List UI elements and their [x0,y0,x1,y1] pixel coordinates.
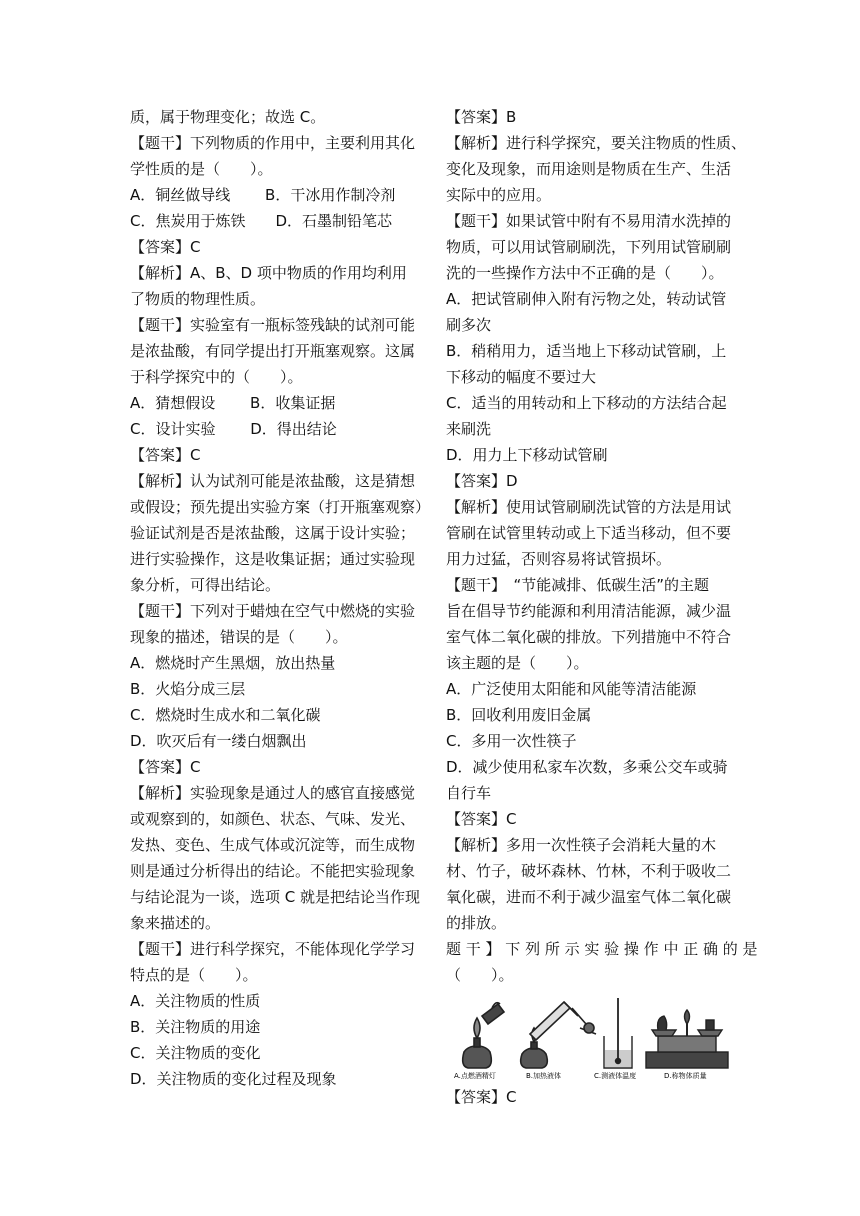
analysis-line: 【解析】进行科学探究，要关注物质的性质、 [446,134,747,152]
text-line: 变化及现象，而用途则是物质在生产、生活 [446,160,732,178]
answer-line: 【答案】B [446,108,517,126]
text-line: 刷多次 [446,316,492,334]
option-line: D．关注物质的变化过程及现象 [130,1070,337,1088]
answer-line: 【答案】D [446,472,518,490]
question-stem: 【题干】下列物质的作用中，主要利用其化 [130,134,416,152]
answer-line: 【答案】C [446,810,517,828]
caption-a: A.点燃酒精灯 [454,1072,496,1080]
text-line: 特点的是（ ）。 [130,966,258,984]
text-line: 象来描述的。 [130,914,221,932]
text-line: 旨在倡导节约能源和利用清洁能源，减少温 [446,602,732,620]
question-stem: 【题干】实验室有一瓶标签残缺的试剂可能 [130,316,416,334]
analysis-line: 【解析】多用一次性筷子会消耗大量的木 [446,836,717,854]
text-line: 验证试剂是否是浓盐酸，这属于设计实验； [130,524,416,542]
analysis-line: 【解析】使用试管刷刷洗试管的方法是用试 [446,498,732,516]
text-line: 了物质的物理性质。 [130,290,266,308]
text-line: 进行实验操作，这是收集证据；通过实验现 [130,550,416,568]
option-line: A．把试管刷伸入附有污物之处，转动试管 [446,290,727,308]
heating-liquid-icon [521,1002,596,1068]
answer-line: 【答案】C [130,238,201,256]
caption-b: B.加热液体 [526,1072,562,1080]
text-line: 或假设；预先提出实验方案（打开瓶塞观察） [130,498,431,516]
analysis-line: 【解析】认为试剂可能是浓盐酸，这是猜想 [130,472,416,490]
question-stem: 题 干 】 下 列 所 示 实 验 操 作 中 正 确 的 是 [446,940,758,958]
option-line: C．关注物质的变化 [130,1044,261,1062]
option-line: D．吹灭后有一缕白烟飘出 [130,732,307,750]
thermometer-beaker-icon [604,998,632,1068]
option-line: B．稍稍用力，适当地上下移动试管刷，上 [446,342,727,360]
question-stem: 【题干】下列对于蜡烛在空气中燃烧的实验 [130,602,416,620]
text-line: 是浓盐酸，有同学提出打开瓶塞观察。这属 [130,342,416,360]
left-column [130,104,431,1092]
text-line: 材、竹子，破坏森林、竹林，不利于吸收二 [446,862,732,880]
text-line: 实际中的应用。 [446,186,552,204]
answer-line: 【答案】C [130,758,201,776]
analysis-line: 【解析】A、B、D 项中物质的作用均利用 [130,264,407,282]
option-line: A．燃烧时产生黑烟，放出热量 [130,654,336,672]
answer-line: 【答案】C [130,446,201,464]
option-line: C．多用一次性筷子 [446,732,577,750]
analysis-line: 【解析】实验现象是通过人的感官直接感觉 [130,784,416,802]
option-line: B．火焰分成三层 [130,680,246,698]
text-line: 氧化碳，进而不利于减少温室气体二氧化碳 [446,888,732,906]
right-column [446,104,758,1110]
text-line: 或观察到的，如颜色、状态、气味、发光、 [130,810,416,828]
option-line: A．广泛使用太阳能和风能等清洁能源 [446,680,697,698]
answer-line: 【答案】C [446,1088,517,1106]
text-line: 象分析，可得出结论。 [130,576,281,594]
text-line: 物质，可以用试管刷刷洗，下列用试管刷刷 [446,238,732,256]
option-line: C．燃烧时生成水和二氧化碳 [130,706,321,724]
option-line: D．减少使用私家车次数，多乘公交车或骑 [446,758,728,776]
option-line: A．关注物质的性质 [130,992,261,1010]
question-stem: 【题干】进行科学探究，不能体现化学学习 [130,940,416,958]
option-line: C．设计实验 D．得出结论 [130,420,337,438]
experiment-figure [446,994,736,1080]
option-line: A．铜丝做导线 B．干冰用作制冷剂 [130,186,396,204]
alcohol-lamp-icon [463,1003,504,1068]
caption-c: C.测液体温度 [594,1072,637,1080]
text-line: 自行车 [446,784,492,802]
text-line: 洗的一些操作方法中不正确的是（ ）。 [446,264,724,282]
text-line: 室气体二氧化碳的排放。下列措施中不符合 [446,628,732,646]
text-line: 质，属于物理变化；故选 C。 [130,108,326,126]
text-line: 于科学探究中的（ ）。 [130,368,303,386]
question-stem: 【题干】如果试管中附有不易用清水洗掉的 [446,212,732,230]
lab-operations-diagram [446,994,736,1080]
text-line: 下移动的幅度不要过大 [446,368,597,386]
balance-scale-icon [646,1010,728,1068]
option-line: C．适当的用转动和上下移动的方法结合起 [446,394,727,412]
text-line: 管刷在试管里转动或上下适当移动，但不要 [446,524,732,542]
text-line: 的排放。 [446,914,507,932]
text-line: 学性质的是（ ）。 [130,160,273,178]
text-line: 现象的描述，错误的是（ ）。 [130,628,348,646]
text-line: 发热、变色、生成气体或沉淀等，而生成物 [130,836,416,854]
option-line: C．焦炭用于炼铁 D．石墨制铅笔芯 [130,212,393,230]
option-line: B．关注物质的用途 [130,1018,261,1036]
text-line: 该主题的是（ ）。 [446,654,589,672]
text-line: 来刷洗 [446,420,492,438]
option-line: B．回收利用废旧金属 [446,706,592,724]
text-line: 则是通过分析得出的结论。不能把实验现象 [130,862,416,880]
question-stem: 【题干】 “节能减排、低碳生活”的主题 [446,576,710,594]
text-line: 用力过猛，否则容易将试管损坏。 [446,550,672,568]
caption-d: D.称物体质量 [664,1072,707,1080]
text-line: 与结论混为一谈，选项 C 就是把结论当作现 [130,888,421,906]
option-line: D．用力上下移动试管刷 [446,446,608,464]
option-line: A．猜想假设 B．收集证据 [130,394,336,412]
text-line: （ ）。 [446,966,514,984]
